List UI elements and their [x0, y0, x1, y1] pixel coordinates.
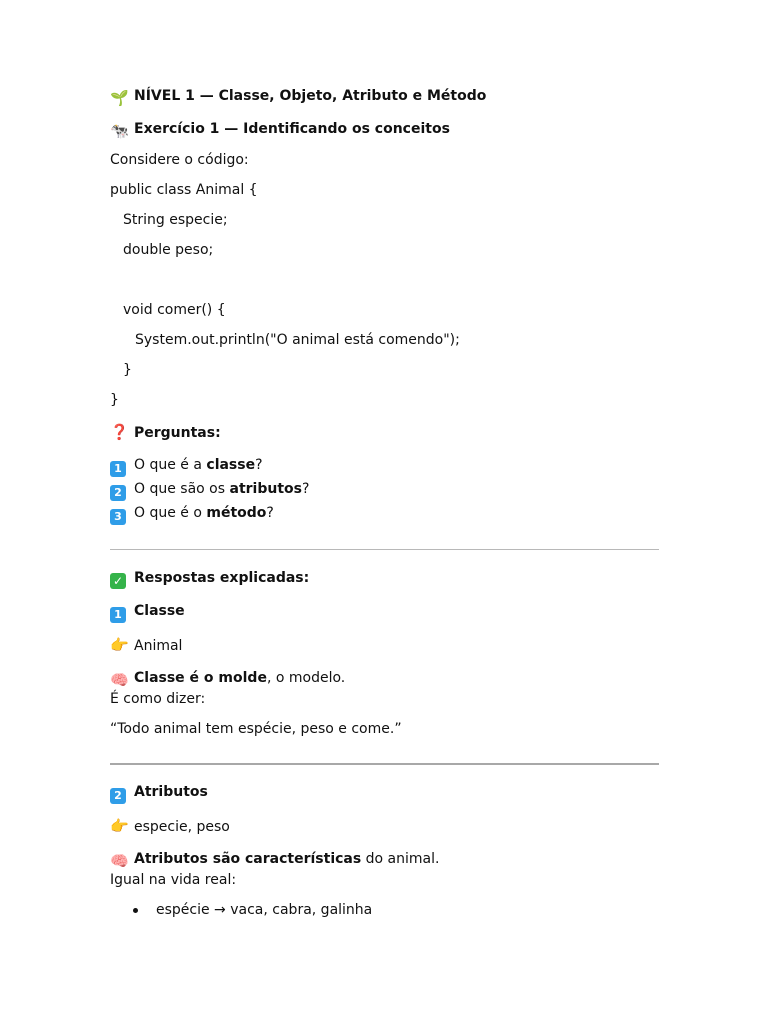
seedling-icon: 🌱	[110, 89, 129, 107]
code-line: public class Animal {	[110, 182, 258, 198]
pointing-hand-icon: 👉	[110, 636, 129, 654]
number-two-icon: 2	[110, 788, 126, 804]
explanation-line: É como dizer:	[110, 691, 206, 707]
answer-classe: 👉 Animal	[110, 636, 183, 654]
check-icon: ✓	[110, 573, 126, 589]
question-item: 1 O que é a classe?	[110, 455, 659, 477]
question-icon: ❓	[110, 423, 129, 441]
explanation-classe: 🧠 Classe é o molde, o modelo.	[110, 670, 346, 689]
brain-icon: 🧠	[110, 852, 129, 870]
cow-icon: 🐄	[110, 122, 129, 140]
brain-icon: 🧠	[110, 671, 129, 689]
explanation-atributos: 🧠 Atributos são características do animal.	[110, 851, 440, 870]
section-heading-atributos: 2 Atributos	[110, 782, 659, 804]
exercise-heading: 🐄 Exercício 1 — Identificando os conceitos	[110, 121, 450, 140]
intro-text: Considere o código:	[110, 152, 249, 168]
list-item: espécie → vaca, cabra, galinha	[110, 900, 659, 920]
section-heading-classe: 1 Classe	[110, 601, 659, 623]
bullet-list	[110, 900, 659, 920]
code-line: System.out.println("O animal está comendo");	[135, 332, 460, 348]
number-one-icon: 1	[110, 607, 126, 623]
question-item: 3 O que é o método?	[110, 503, 659, 525]
code-line: }	[123, 362, 132, 378]
number-three-icon: 3	[110, 509, 126, 525]
quote-text: “Todo animal tem espécie, peso e come.”	[110, 721, 402, 737]
answer-atributos: 👉 especie, peso	[110, 817, 230, 835]
code-line: }	[110, 392, 119, 408]
explanation-line: Igual na vida real:	[110, 872, 237, 888]
question-item: 2 O que são os atributos?	[110, 479, 659, 501]
code-line: void comer() {	[123, 302, 226, 318]
document-page	[110, 86, 659, 920]
number-one-icon: 1	[110, 461, 126, 477]
code-line: String especie;	[123, 212, 228, 228]
answers-heading: ✓ Respostas explicadas:	[110, 568, 659, 589]
number-two-icon: 2	[110, 485, 126, 501]
pointing-hand-icon: 👉	[110, 817, 129, 835]
code-line: double peso;	[123, 242, 214, 258]
questions-heading: ❓ Perguntas:	[110, 423, 221, 441]
level-heading: 🌱 NÍVEL 1 — Classe, Objeto, Atributo e Método	[110, 88, 487, 107]
